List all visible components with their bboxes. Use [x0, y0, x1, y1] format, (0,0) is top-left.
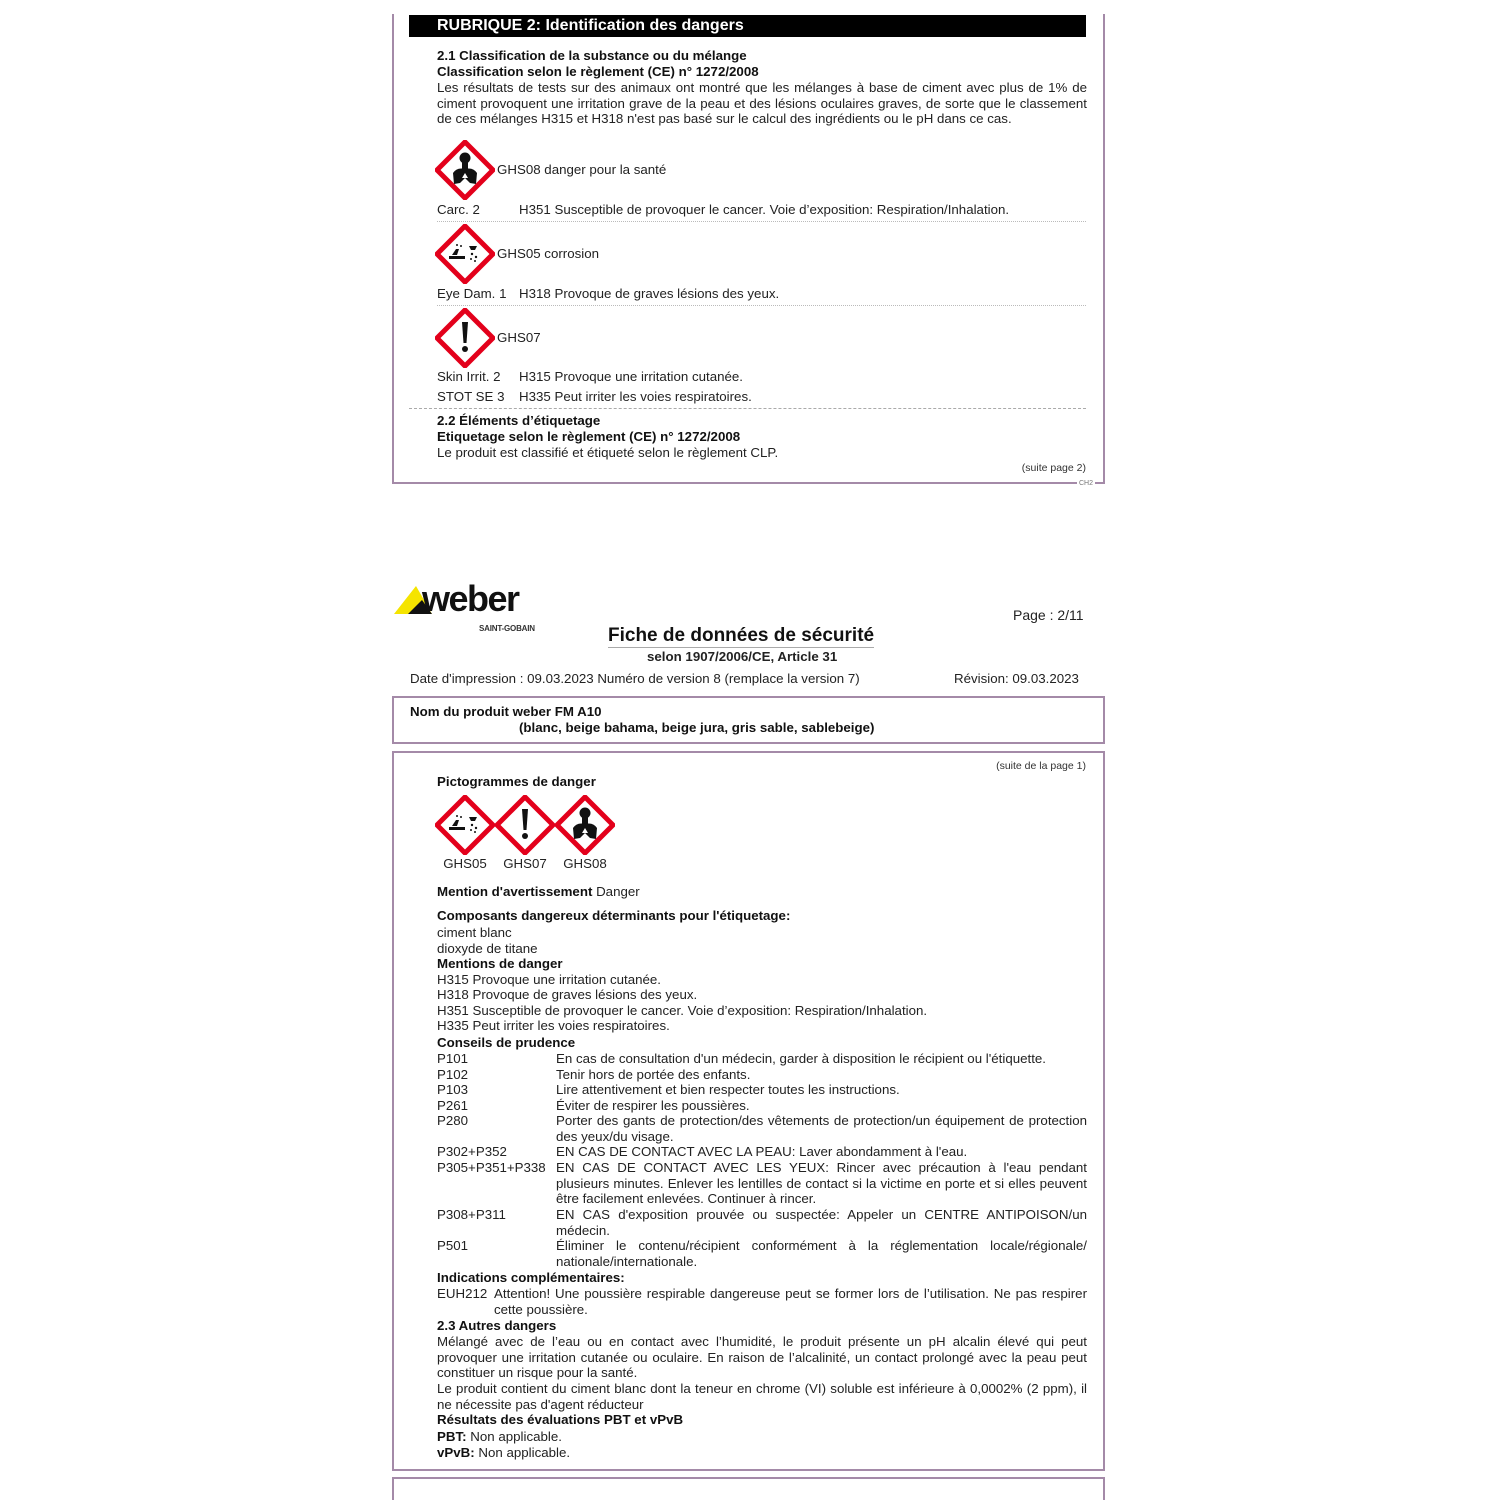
- precautionary-row: [437, 1113, 1087, 1144]
- section-2-1-title: 2.1 Classification de la substance ou du mélange: [437, 48, 747, 63]
- supplementary-row: [437, 1286, 1087, 1317]
- precautionary-row: [437, 1098, 1087, 1114]
- hazard-category: Skin Irrit. 2: [437, 369, 501, 384]
- weber-logo: [394, 578, 554, 633]
- precautionary-text: EN CAS DE CONTACT AVEC LES YEUX: Rincer avec précaution à l'eau pendant plusieurs minutes. Enlever les lentilles de contact si la victime en porte et si elles peuvent être facilement enlevées. Continuer à rincer.: [556, 1160, 1087, 1207]
- product-variants: (blanc, beige bahama, beige jura, gris sable, sablebeige): [519, 720, 875, 735]
- precautionary-row: [437, 1238, 1087, 1269]
- classification-ghs05: [435, 224, 599, 284]
- signal-word: Danger: [596, 884, 640, 899]
- print-date: Date d'impression : 09.03.2023 Numéro de version 8 (remplace la version 7): [410, 671, 860, 686]
- precautionary-row: [437, 1207, 1087, 1238]
- hazard-category: Eye Dam. 1: [437, 286, 507, 301]
- classification-ghs07: [435, 308, 541, 368]
- precautionary-text: Porter des gants de protection/des vêtements de protection/un équipement de protection des yeux/du visage.: [556, 1113, 1087, 1144]
- precautionary-text: EN CAS DE CONTACT AVEC LA PEAU: Laver abondamment à l'eau.: [556, 1144, 968, 1159]
- continued-from-note: (suite de la page 1): [996, 760, 1086, 772]
- precautionary-code: P261: [437, 1098, 469, 1113]
- classification-entry: [437, 389, 752, 405]
- pictogram-label: GHS05 corrosion: [497, 246, 599, 262]
- hazard-statement: H335 Peut irriter les voies respiratoires.: [519, 389, 752, 404]
- pictogram-group: [435, 795, 615, 872]
- health-hazard-icon: [435, 140, 495, 200]
- pictogram-ghs05: [435, 795, 495, 872]
- product-name: Nom du produit weber FM A10: [410, 704, 602, 719]
- hazard-category: Carc. 2: [437, 202, 480, 217]
- classification-entry: [437, 286, 779, 302]
- component-item: dioxyde de titane: [437, 941, 538, 956]
- next-section-box: [392, 1477, 1105, 1500]
- dashed-separator: [409, 408, 1086, 409]
- exclamation-mark-icon: [495, 795, 555, 855]
- components-title: Composants dangereux déterminants pour l'étiquetage:: [437, 908, 791, 923]
- hazard-statement: H318 Provoque de graves lésions des yeux.: [437, 987, 698, 1002]
- supplementary-code: EUH212: [437, 1286, 488, 1301]
- section-2-3-paragraph: Mélangé avec de l’eau ou en contact avec l’humidité, le produit présente un pH alcalin élevé qui peut provoquer une irritation cutanée ou oculaire. En raison de l’alcalinité, un contact prolongé avec la peau peut constituer un risque pour la santé.: [437, 1334, 1087, 1381]
- precautionary-text: En cas de consultation d'un médecin, garder à disposition le récipient ou l'étiquette.: [556, 1051, 1046, 1066]
- pictogram-caption: GHS07: [503, 856, 547, 871]
- signal-word-line: [437, 884, 1087, 900]
- hazard-statement: H335 Peut irriter les voies respiratoires.: [437, 1018, 670, 1033]
- classification-entry: [437, 202, 1009, 218]
- precautionary-text: Éliminer le contenu/récipient conformément à la réglementation locale/régionale/ nationale/internationale.: [556, 1238, 1087, 1269]
- continued-note: (suite page 2): [1021, 462, 1086, 474]
- section-header: RUBRIQUE 2: Identification des dangers: [409, 15, 1086, 37]
- signal-word-label: Mention d'avertissement: [437, 884, 593, 899]
- precautionary-row: [437, 1051, 1087, 1067]
- pictogram-ghs08: [555, 795, 615, 872]
- precautionary-code: P302+P352: [437, 1144, 507, 1159]
- page-number: Page : 2/11: [1013, 607, 1084, 623]
- precautionary-text: Tenir hors de portée des enfants.: [556, 1067, 751, 1082]
- vpvb-line: [437, 1445, 1087, 1461]
- precautionary-code: P305+P351+P338: [437, 1160, 546, 1175]
- hazard-category: STOT SE 3: [437, 389, 505, 404]
- pictogram-label: GHS07: [497, 330, 541, 346]
- pbt-line: [437, 1429, 1087, 1445]
- precautionary-code: P102: [437, 1067, 469, 1082]
- logo-subtitle: SAINT-GOBAIN: [479, 624, 535, 633]
- hazard-statement: H318 Provoque de graves lésions des yeux.: [519, 286, 780, 301]
- classification-ghs08: [435, 140, 666, 200]
- pictogram-label: GHS08 danger pour la santé: [497, 162, 667, 178]
- hazard-statement: H351 Susceptible de provoquer le cancer. Voie d’exposition: Respiration/Inhalation.: [437, 1003, 928, 1018]
- revision-date: Révision: 09.03.2023: [954, 671, 1079, 686]
- hazard-statement: H315 Provoque une irritation cutanée.: [437, 972, 661, 987]
- hazard-statements-title: Mentions de danger: [437, 956, 563, 971]
- precautionary-code: P308+P311: [437, 1207, 506, 1222]
- supplementary-title: Indications complémentaires:: [437, 1270, 625, 1285]
- pictograms-title: Pictogrammes de danger: [437, 774, 596, 789]
- section-2-2-title: 2.2 Éléments d’étiquetage: [437, 413, 601, 428]
- pictogram-caption: GHS08: [563, 856, 607, 871]
- pbt-title: Résultats des évaluations PBT et vPvB: [437, 1412, 684, 1427]
- document-title: Fiche de données de sécurité: [608, 625, 875, 646]
- pictogram-ghs07: [495, 795, 555, 872]
- pbt-label: PBT:: [437, 1429, 467, 1444]
- hazard-statement: H315 Provoque une irritation cutanée.: [519, 369, 743, 384]
- dotted-separator: [437, 221, 1086, 222]
- vpvb-value: Non applicable.: [478, 1445, 571, 1460]
- precautionary-text: Lire attentivement et bien respecter toutes les instructions.: [556, 1082, 900, 1097]
- precautionary-code: P103: [437, 1082, 469, 1097]
- exclamation-mark-icon: [435, 308, 495, 368]
- precautionary-text: EN CAS d'exposition prouvée ou suspectée: Appeler un CENTRE ANTIPOISON/un médecin.: [556, 1207, 1087, 1238]
- section-2-3-title: 2.3 Autres dangers: [437, 1318, 557, 1333]
- dotted-separator: [437, 305, 1086, 306]
- supplementary-text: Attention! Une poussière respirable dangereuse peut se former lors de l’utilisation. Ne pas respirer cette poussière.: [494, 1286, 1087, 1317]
- hazard-statement: H351 Susceptible de provoquer le cancer. Voie d’exposition: Respiration/Inhalation.: [519, 202, 1010, 217]
- health-hazard-icon: [555, 795, 615, 855]
- precautionary-row: [437, 1160, 1087, 1207]
- precautionary-code: P501: [437, 1238, 469, 1253]
- classification-entry: [437, 369, 743, 385]
- vpvb-label: vPvB:: [437, 1445, 475, 1460]
- precautionary-code: P280: [437, 1113, 469, 1128]
- footer-tag: CH2: [1078, 480, 1093, 487]
- component-item: ciment blanc: [437, 925, 512, 940]
- precautionary-title: Conseils de prudence: [437, 1035, 576, 1050]
- logo-wordmark: weber: [422, 578, 519, 619]
- pictogram-caption: GHS05: [443, 856, 487, 871]
- precautionary-row: [437, 1144, 1087, 1160]
- section-2-2-text: Le produit est classifié et étiqueté selon le règlement CLP.: [437, 445, 779, 460]
- pbt-value: Non applicable.: [470, 1429, 562, 1444]
- corrosion-icon: [435, 224, 495, 284]
- precautionary-code: P101: [437, 1051, 469, 1066]
- document-subtitle: selon 1907/2006/CE, Article 31: [647, 649, 838, 664]
- section-2-1-paragraph: Les résultats de tests sur des animaux ont montré que les mélanges à base de ciment avec plus de 1% de ciment provoquent une irritation grave de la peau et des lésions oculaires graves, de sorte que le classement de ces mélanges H315 et H318 n'est pas basé sur le calcul des ingrédients ou le pH dans ce cas.: [437, 80, 1087, 127]
- section-2-3-paragraph: Le produit contient du ciment blanc dont la teneur en chrome (VI) soluble est inférieure à 0,0002% (2 ppm), il ne nécessite pas d'agent réducteur: [437, 1381, 1087, 1412]
- section-2-2-subtitle: Etiquetage selon le règlement (CE) n° 1272/2008: [437, 429, 741, 444]
- precautionary-row: [437, 1067, 1087, 1083]
- precautionary-row: [437, 1082, 1087, 1098]
- section-2-1-subtitle: Classification selon le règlement (CE) n° 1272/2008: [437, 64, 759, 79]
- precautionary-text: Éviter de respirer les poussières.: [556, 1098, 750, 1113]
- corrosion-icon: [435, 795, 495, 855]
